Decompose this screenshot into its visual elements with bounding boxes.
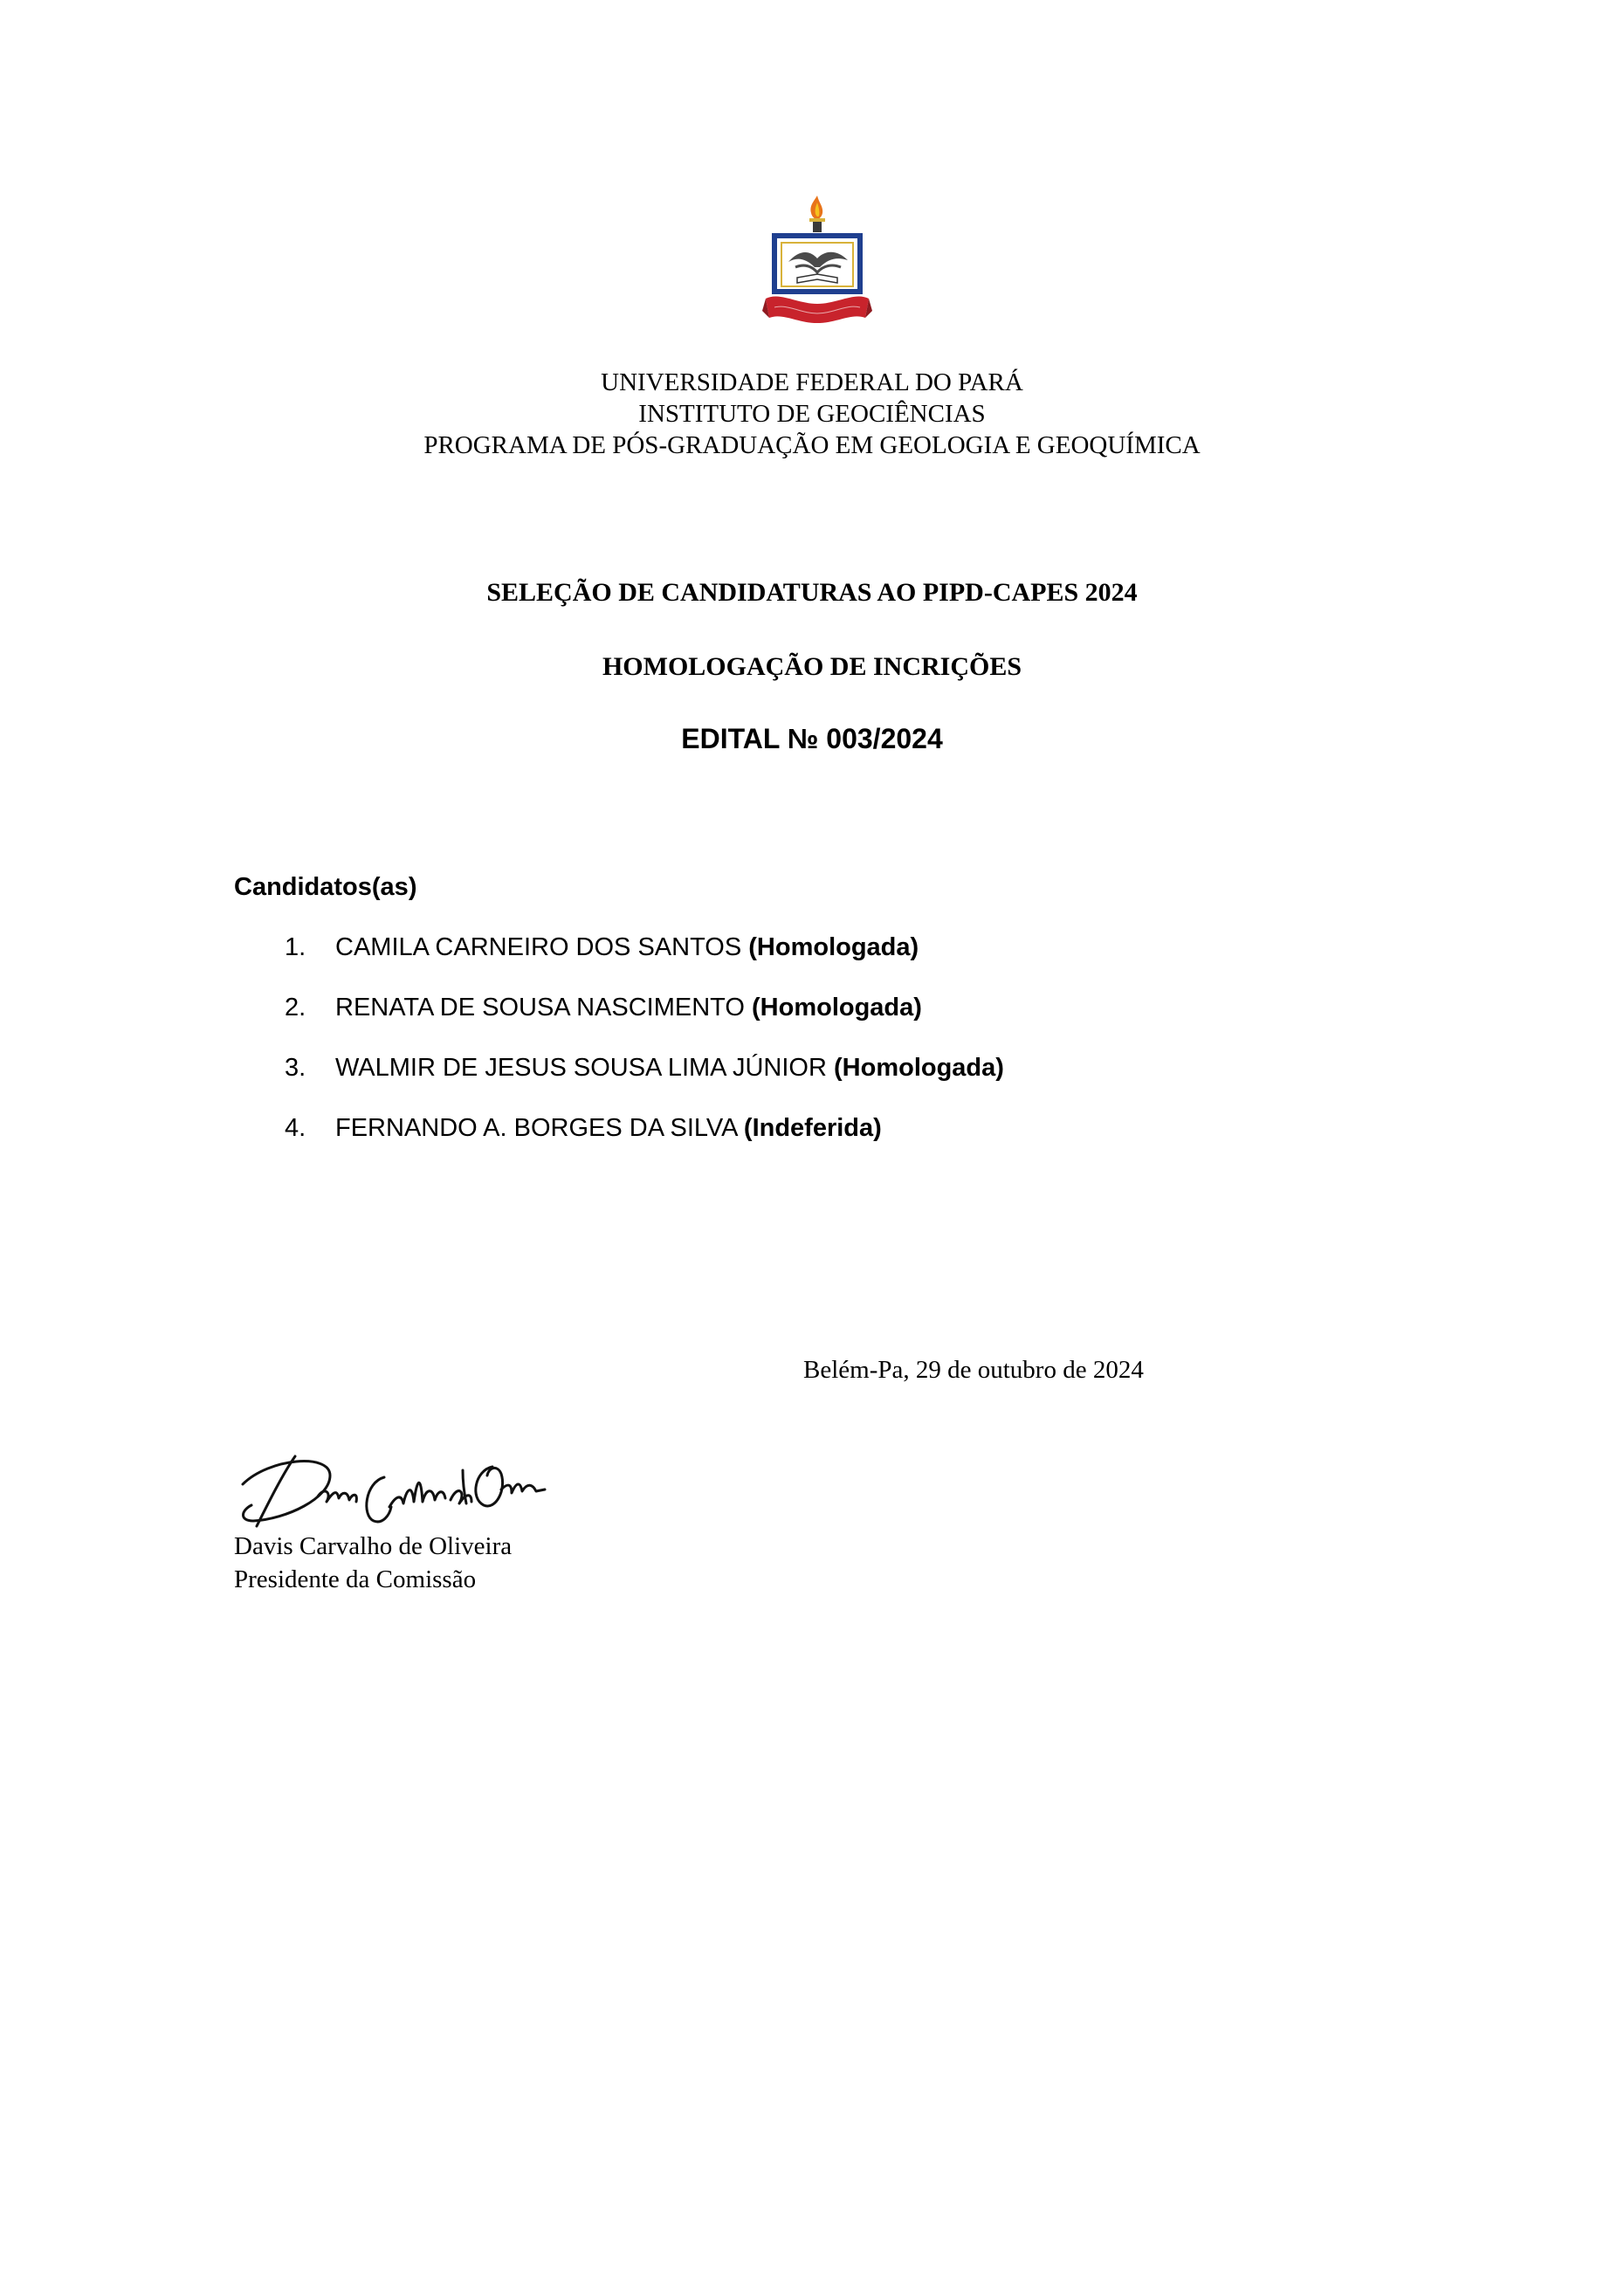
list-item <box>285 1111 1004 1172</box>
ufpa-crest-icon <box>762 194 872 334</box>
candidate-number: 3. <box>285 1054 306 1082</box>
candidate-name: CAMILA CARNEIRO DOS SANTOS <box>335 933 742 961</box>
homologation-title: HOMOLOGAÇÃO DE INCRIÇÕES <box>602 652 1022 681</box>
list-item <box>285 1051 1004 1111</box>
signer-role: Presidente da Comissão <box>234 1565 477 1593</box>
candidate-number: 4. <box>285 1114 306 1142</box>
candidate-number: 2. <box>285 994 306 1022</box>
candidate-status: (Homologada) <box>748 933 919 961</box>
candidate-name: FERNANDO A. BORGES DA SILVA <box>335 1114 737 1142</box>
institute-name: INSTITUTO DE GEOCIÊNCIAS <box>638 400 986 428</box>
signer-block <box>234 1530 512 1596</box>
edital-number: EDITAL № 003/2024 <box>681 723 943 754</box>
candidate-status: (Homologada) <box>752 994 922 1022</box>
university-name: UNIVERSIDADE FEDERAL DO PARÁ <box>601 368 1023 396</box>
candidates-heading: Candidatos(as) <box>234 873 417 901</box>
list-item <box>285 931 1004 991</box>
handwritten-signature <box>234 1432 548 1537</box>
document-date: Belém-Pa, 29 de outubro de 2024 <box>803 1356 1144 1384</box>
signer-name: Davis Carvalho de Oliveira <box>234 1532 513 1560</box>
candidate-status: (Homologada) <box>834 1054 1004 1082</box>
selection-title: SELEÇÃO DE CANDIDATURAS AO PIPD-CAPES 2024 <box>486 578 1138 607</box>
candidate-name: RENATA DE SOUSA NASCIMENTO <box>335 994 745 1022</box>
program-name: PROGRAMA DE PÓS-GRADUAÇÃO EM GEOLOGIA E GEOQUÍMICA <box>423 431 1201 459</box>
institution-header <box>0 367 1624 461</box>
candidates-list <box>285 931 1004 1172</box>
candidate-name: WALMIR DE JESUS SOUSA LIMA JÚNIOR <box>335 1054 827 1082</box>
candidate-number: 1. <box>285 933 306 961</box>
candidate-status: (Indeferida) <box>743 1114 882 1142</box>
list-item <box>285 991 1004 1051</box>
